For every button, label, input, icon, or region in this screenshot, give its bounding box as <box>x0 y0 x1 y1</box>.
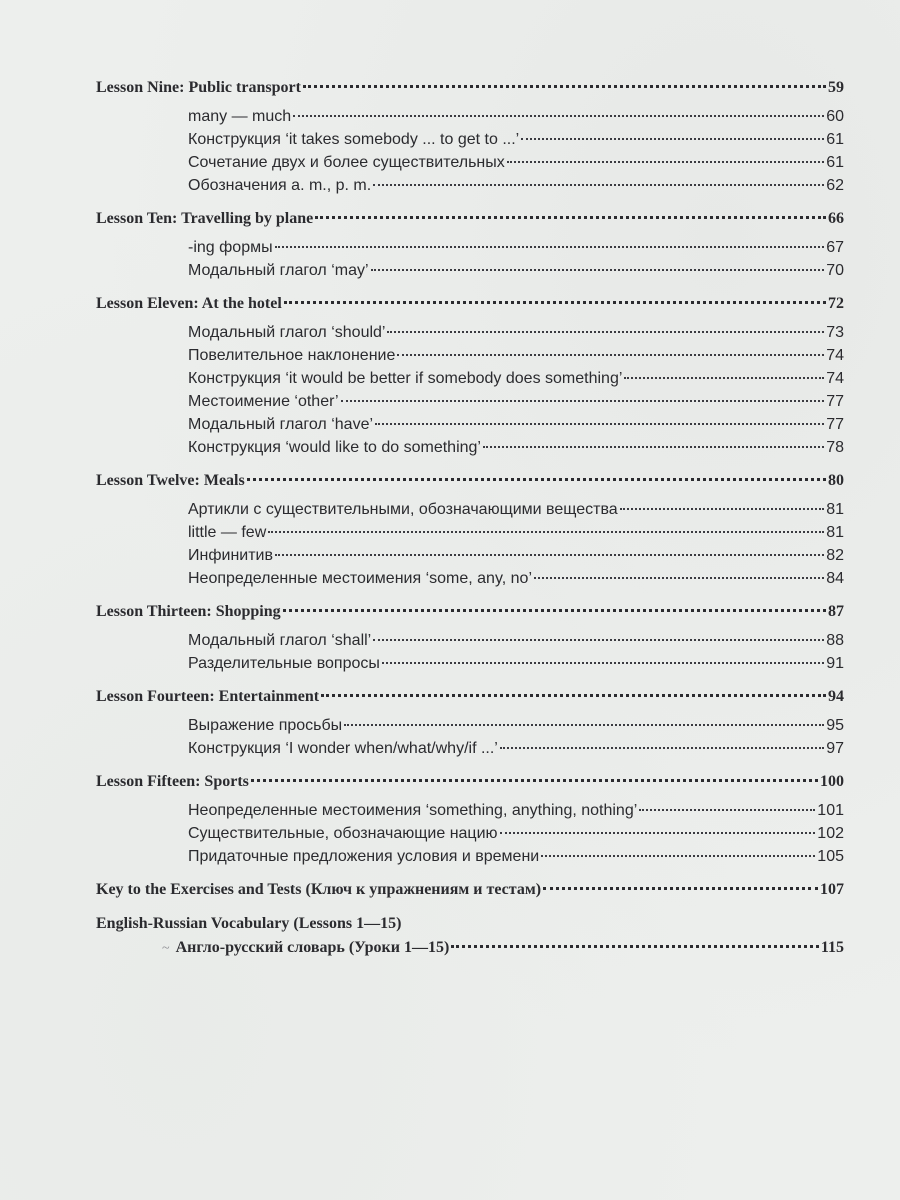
lesson-title: Lesson Fourteen: Entertainment <box>96 688 320 705</box>
lesson-eleven <box>96 292 844 459</box>
topic-entry[interactable] <box>96 321 844 344</box>
topic-label: Выражение просьбы <box>188 717 343 734</box>
topic-label: Существительные, обозначающие нацию <box>188 825 498 842</box>
lesson-title: Lesson Fifteen: Sports <box>96 773 249 790</box>
dot-leader <box>371 269 825 271</box>
topic-entry[interactable] <box>96 845 844 868</box>
lesson-title: Lesson Eleven: At the hotel <box>96 295 282 312</box>
topic-entry[interactable] <box>96 567 844 590</box>
lesson-ten <box>96 207 844 282</box>
topic-entry[interactable] <box>96 151 844 174</box>
dot-leader <box>344 724 824 726</box>
topic-label: Разделительные вопросы <box>188 655 380 672</box>
page-number: 67 <box>826 239 844 256</box>
page-number: 77 <box>826 416 844 433</box>
topic-label: Модальный глагол ‘may’ <box>188 262 369 279</box>
topic-label: Конструкция ‘it takes somebody ... to get to ...’ <box>188 131 520 148</box>
dot-leader <box>620 508 825 510</box>
dot-leader <box>375 423 824 425</box>
table-of-contents <box>96 76 844 965</box>
vocabulary-title-russian-text: Англо-русский словарь (Уроки 1—15) <box>175 939 450 956</box>
page-number: 72 <box>828 295 844 312</box>
topic-entry[interactable] <box>96 714 844 737</box>
lesson-fourteen <box>96 685 844 760</box>
lesson-heading[interactable] <box>96 76 844 100</box>
lesson-title: Lesson Thirteen: Shopping <box>96 603 281 620</box>
page-number: 95 <box>826 717 844 734</box>
topic-entry[interactable] <box>96 544 844 567</box>
dot-leader <box>387 331 824 333</box>
topic-label: Обозначения a. m., p. m. <box>188 177 372 194</box>
topic-label: Модальный глагол ‘have’ <box>188 416 374 433</box>
topic-label: Неопределенные местоимения ‘something, anything, nothing’ <box>188 802 638 819</box>
dot-leader <box>382 662 824 664</box>
page-number: 94 <box>828 688 844 705</box>
page-number: 80 <box>828 472 844 489</box>
lesson-heading[interactable] <box>96 770 844 794</box>
lesson-twelve <box>96 469 844 590</box>
page-number: 84 <box>826 570 844 587</box>
page-number: 107 <box>820 881 844 898</box>
topic-entry[interactable] <box>96 652 844 675</box>
page-number: 70 <box>826 262 844 279</box>
dot-leader <box>268 531 824 533</box>
page-number: 102 <box>817 825 844 842</box>
topic-label: Инфинитив <box>188 547 273 564</box>
dot-leader <box>500 832 816 834</box>
dot-leader <box>341 400 825 402</box>
page-number: 81 <box>826 524 844 541</box>
topic-label: Неопределенные местоимения ‘some, any, no’ <box>188 570 532 587</box>
key-heading[interactable] <box>96 878 844 902</box>
dot-leader <box>483 446 824 448</box>
page-number: 81 <box>826 501 844 518</box>
topic-entry[interactable] <box>96 105 844 128</box>
page-number: 100 <box>820 773 844 790</box>
vocabulary-title-english[interactable]: English-Russian Vocabulary (Lessons 1—15) <box>96 915 402 932</box>
page-number: 59 <box>828 79 844 96</box>
page-number: 73 <box>826 324 844 341</box>
page-number: 88 <box>826 632 844 649</box>
dot-leader <box>397 354 824 356</box>
page-number: 87 <box>828 603 844 620</box>
dot-leader <box>451 945 819 948</box>
topic-label: Модальный глагол ‘should’ <box>188 324 386 341</box>
topic-label: -ing формы <box>188 239 273 256</box>
lesson-thirteen <box>96 600 844 675</box>
dot-leader <box>500 747 824 749</box>
topic-entry[interactable] <box>96 344 844 367</box>
topic-entry[interactable] <box>96 390 844 413</box>
page-number: 61 <box>826 131 844 148</box>
dot-leader <box>275 246 825 248</box>
page-number: 105 <box>817 848 844 865</box>
page-number: 78 <box>826 439 844 456</box>
key-title: Key to the Exercises and Tests (Ключ к упражнениям и тестам) <box>96 881 542 898</box>
topic-label: Конструкция ‘it would be better if somebody does something’ <box>188 370 623 387</box>
page-number: 62 <box>826 177 844 194</box>
page-number: 77 <box>826 393 844 410</box>
lesson-title: Lesson Twelve: Meals <box>96 472 245 489</box>
lesson-heading[interactable] <box>96 600 844 624</box>
page-number: 82 <box>826 547 844 564</box>
dot-leader <box>543 887 818 890</box>
topic-entry[interactable] <box>96 629 844 652</box>
key-section <box>96 878 844 902</box>
dot-leader <box>507 161 824 163</box>
dot-leader <box>541 855 815 857</box>
topic-entry[interactable] <box>96 259 844 282</box>
dot-leader <box>293 115 824 117</box>
lesson-nine <box>96 76 844 197</box>
vocabulary-heading[interactable] <box>96 936 844 960</box>
topic-entry[interactable] <box>96 413 844 436</box>
lesson-heading[interactable] <box>96 292 844 316</box>
topic-label: little — few <box>188 524 267 541</box>
page-number: 74 <box>826 347 844 364</box>
topic-label: Местоимение ‘other’ <box>188 393 339 410</box>
dot-leader <box>315 216 826 219</box>
topic-entry[interactable] <box>96 498 844 521</box>
page-number: 74 <box>826 370 844 387</box>
topic-entry[interactable] <box>96 174 844 197</box>
topic-entry[interactable] <box>96 367 844 390</box>
page-number: 101 <box>817 802 844 819</box>
topic-label: Придаточные предложения условия и времени <box>188 848 540 865</box>
dot-leader <box>247 478 826 481</box>
topic-label: Конструкция ‘would like to do something’ <box>188 439 481 456</box>
dot-leader <box>373 639 824 641</box>
lesson-heading[interactable] <box>96 207 844 231</box>
tilde-mark: ~ <box>162 941 170 956</box>
dot-leader <box>284 301 826 304</box>
dot-leader <box>521 138 824 140</box>
page-number: 60 <box>826 108 844 125</box>
page-number: 115 <box>820 939 844 956</box>
dot-leader <box>321 694 826 697</box>
topic-entry[interactable] <box>96 128 844 151</box>
lesson-title: Lesson Ten: Travelling by plane <box>96 210 314 227</box>
lesson-heading[interactable] <box>96 469 844 493</box>
topic-entry[interactable] <box>96 521 844 544</box>
dot-leader <box>373 184 824 186</box>
dot-leader <box>283 609 826 612</box>
topic-label: Сочетание двух и более существительных <box>188 154 505 171</box>
topic-label: Артикли с существительными, обозначающими вещества <box>188 501 618 518</box>
dot-leader <box>534 577 824 579</box>
dot-leader <box>624 377 824 379</box>
lesson-title: Lesson Nine: Public transport <box>96 79 301 96</box>
dot-leader <box>251 779 818 782</box>
vocabulary-section <box>96 912 844 960</box>
lesson-fifteen <box>96 770 844 868</box>
topic-entry[interactable] <box>96 737 844 760</box>
page-number: 66 <box>828 210 844 227</box>
page-number: 61 <box>826 154 844 171</box>
topic-entry[interactable] <box>96 236 844 259</box>
dot-leader <box>275 554 824 556</box>
topic-label: Повелительное наклонение <box>188 347 396 364</box>
topic-entry[interactable] <box>96 799 844 822</box>
dot-leader <box>639 809 815 811</box>
topic-label: Конструкция ‘I wonder when/what/why/if ...’ <box>188 740 498 757</box>
topic-entry[interactable] <box>96 822 844 845</box>
topic-label: many — much <box>188 108 292 125</box>
lesson-heading[interactable] <box>96 685 844 709</box>
topic-entry[interactable] <box>96 436 844 459</box>
vocabulary-title-russian <box>162 936 449 961</box>
dot-leader <box>303 85 826 88</box>
topic-label: Модальный глагол ‘shall’ <box>188 632 372 649</box>
page-number: 91 <box>826 655 844 672</box>
page-number: 97 <box>826 740 844 757</box>
